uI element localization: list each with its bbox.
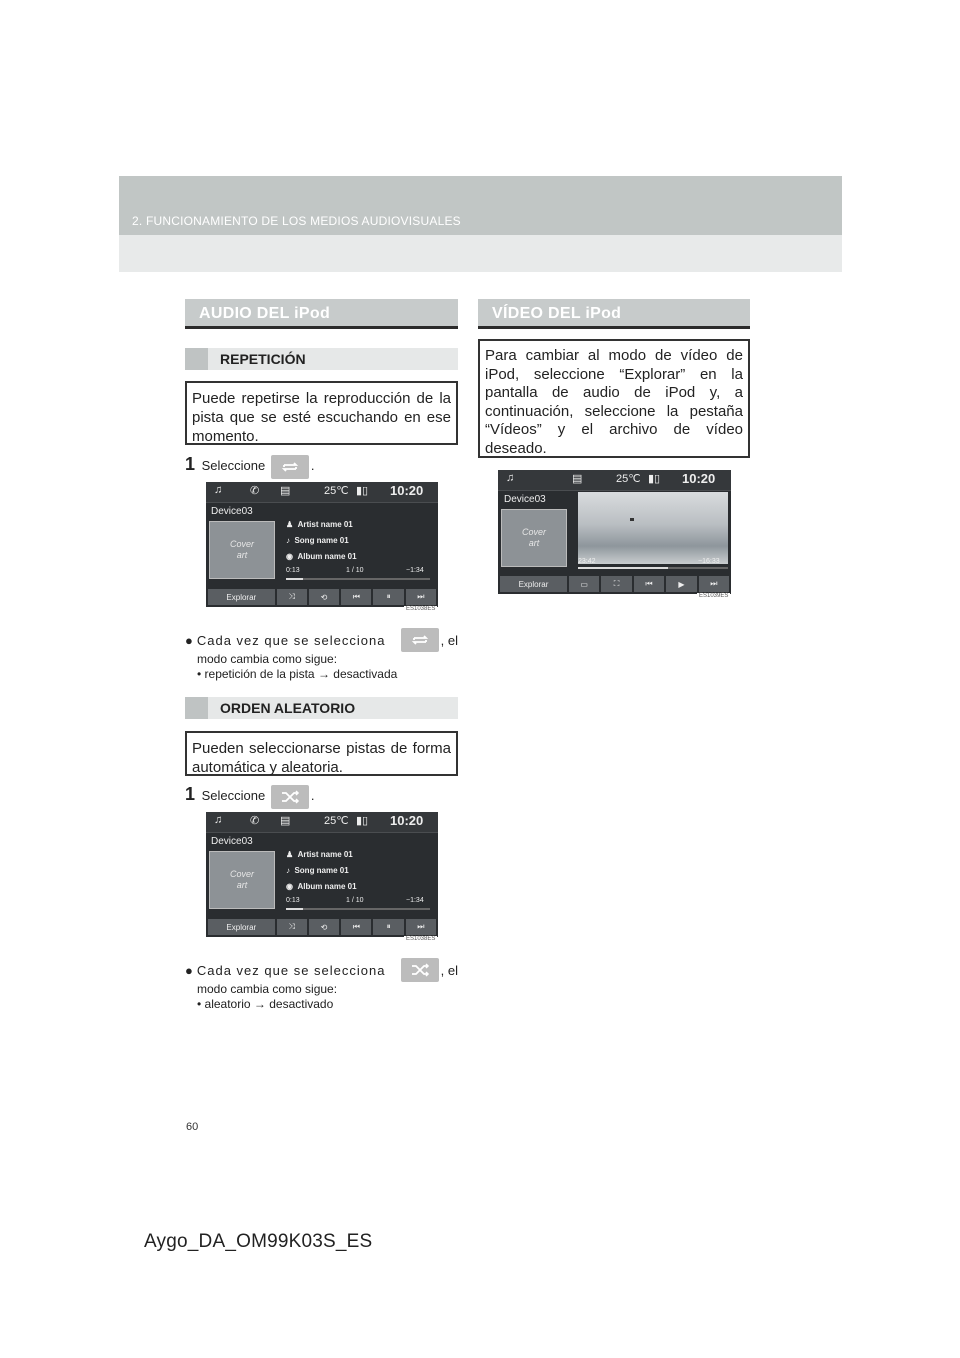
shuffle-bullet	[185, 958, 458, 1012]
document-code: Aygo_DA_OM99K03S_ES	[144, 1231, 373, 1252]
image-code: ES1038ES	[406, 936, 436, 942]
repeat-icon	[401, 628, 439, 652]
step-number: 1	[185, 784, 196, 804]
progress-fill	[286, 908, 303, 910]
progress-bar[interactable]	[578, 567, 728, 569]
song-row: ♪ Song name 01	[286, 536, 349, 545]
video-preview[interactable]	[578, 492, 728, 564]
temperature: 25℃	[324, 815, 349, 827]
bullet-text-b: , el	[440, 632, 458, 648]
audio-screen-repeat	[206, 482, 438, 607]
progress-fill	[286, 578, 303, 580]
repeat-button[interactable]: ⟲	[309, 589, 339, 605]
page-number: 60	[186, 1121, 199, 1133]
track-count: 1 / 10	[346, 567, 364, 574]
bullet-marker: ●	[185, 962, 193, 978]
progress-fill	[578, 567, 668, 569]
device-icon: ▤	[280, 485, 291, 497]
subtitle-shuffle	[185, 697, 458, 719]
previous-button[interactable]: ⏮	[634, 576, 664, 592]
status-bar	[206, 482, 438, 503]
subtitle-shuffle-label: ORDEN ALEATORIO	[220, 700, 356, 716]
phone-icon: ✆	[250, 485, 260, 497]
subtitle-repeat-label: REPETICIÓN	[220, 351, 306, 367]
step-period: .	[310, 458, 315, 473]
cover-line1: Cover	[229, 869, 254, 879]
cover-art	[209, 521, 275, 579]
repeat-icon	[271, 455, 309, 479]
status-bar	[498, 470, 731, 491]
cover-line1: Cover	[229, 539, 254, 549]
remaining-time: −1:34	[406, 567, 424, 574]
subtitle-repeat	[185, 348, 458, 370]
shuffle-icon	[401, 958, 439, 982]
cover-line2: art	[236, 880, 248, 890]
next-button[interactable]: ⏭	[699, 576, 729, 592]
song-row: ♪ Song name 01	[286, 866, 349, 875]
transport-bar	[500, 576, 729, 592]
audio-screen-shuffle	[206, 812, 438, 937]
signal-icon: ▮▯	[356, 485, 369, 497]
phone-icon: ✆	[250, 815, 260, 827]
explorar-button[interactable]: Explorar	[500, 576, 567, 592]
song-name: Song name 01	[294, 536, 349, 545]
remaining-time: −16:33	[698, 558, 720, 565]
temperature: 25℃	[616, 473, 641, 485]
repeat-bullet	[185, 628, 458, 682]
next-button[interactable]: ⏭	[406, 589, 436, 605]
subtitle-marker	[185, 348, 208, 370]
video-description: Para cambiar al modo de vídeo de iPod, seleccione “Explorar” en la pantalla de audio de iPod y, a continuación, seleccione la pestaña “Vídeos” y el archivo de vídeo deseado.	[478, 339, 750, 458]
video-subject	[630, 518, 634, 521]
clock: 10:20	[390, 813, 424, 828]
clock: 10:20	[390, 483, 424, 498]
bullet-marker: ●	[185, 632, 193, 648]
album-name: Album name 01	[297, 882, 357, 891]
transport-bar	[208, 589, 436, 605]
elapsed-time: 0:13	[286, 897, 300, 904]
next-button[interactable]: ⏭	[406, 919, 436, 935]
subtitle-marker	[185, 697, 208, 719]
bullet-mode-list: • repetición de la pista → desactivada	[197, 667, 398, 681]
cover-line2: art	[528, 538, 540, 548]
song-name: Song name 01	[294, 866, 349, 875]
repeat-button[interactable]	[401, 628, 439, 652]
signal-icon: ▮▯	[648, 473, 661, 485]
shuffle-button[interactable]: ⤨	[277, 589, 307, 605]
section-title-video: VÍDEO DEL iPod	[478, 299, 750, 329]
device-icon: ▤	[280, 815, 291, 827]
repeat-description: Puede repetirse la reproducción de la pista que se esté escuchando en ese momento.	[185, 381, 458, 445]
image-code: ES1038ES	[406, 606, 436, 612]
bullet-text-b: , el	[440, 962, 458, 978]
artist-name: Artist name 01	[297, 520, 353, 529]
shuffle-button[interactable]	[271, 785, 309, 809]
explorar-button[interactable]: Explorar	[208, 919, 275, 935]
cover-art	[209, 851, 275, 909]
explorar-button[interactable]: Explorar	[208, 589, 275, 605]
repeat-step	[185, 451, 315, 479]
artist-row: ♟ Artist name 01	[286, 850, 353, 859]
remaining-time: −1:34	[406, 897, 424, 904]
cover-art	[501, 509, 567, 567]
bullet-text-a: Cada vez que se selecciona	[196, 962, 386, 978]
shuffle-description: Pueden seleccionarse pistas de forma automática y aleatoria.	[185, 731, 458, 776]
step-period: .	[310, 788, 315, 803]
temperature: 25℃	[324, 485, 349, 497]
device-icon: ▤	[572, 473, 583, 485]
elapsed-time: 0:13	[286, 567, 300, 574]
device-name: Device03	[211, 836, 253, 847]
transport-bar	[208, 919, 436, 935]
elapsed-time: 23:42	[578, 558, 596, 565]
bullet-mode-list: • aleatorio → desactivado	[197, 997, 334, 1011]
clock: 10:20	[682, 471, 716, 486]
image-code: ES1039ES	[699, 593, 729, 599]
chapter-title: 2. FUNCIONAMIENTO DE LOS MEDIOS AUDIOVISUALES	[132, 214, 461, 228]
step-text: Seleccione	[201, 458, 266, 473]
album-name: Album name 01	[297, 552, 357, 561]
screen-mode-button[interactable]: ▭	[569, 576, 599, 592]
album-row: ◉ Album name 01	[286, 882, 357, 891]
music-icon: ♫	[506, 472, 515, 484]
video-screen	[498, 470, 731, 594]
cover-line1: Cover	[521, 527, 546, 537]
repeat-button[interactable]	[271, 455, 309, 479]
section-title-audio: AUDIO DEL iPod	[185, 299, 458, 329]
shuffle-button[interactable]	[401, 958, 439, 982]
previous-button[interactable]: ⏮	[341, 589, 371, 605]
artist-row: ♟ Artist name 01	[286, 520, 353, 529]
bullet-text-a: Cada vez que se selecciona	[196, 632, 386, 648]
music-icon: ♫	[214, 814, 223, 826]
shuffle-icon	[271, 785, 309, 809]
bullet-text-c: modo cambia como sigue:	[197, 982, 338, 996]
pause-button[interactable]: ⏸	[373, 919, 403, 935]
artist-name: Artist name 01	[297, 850, 353, 859]
previous-button[interactable]: ⏮	[341, 919, 371, 935]
bullet-text-c: modo cambia como sigue:	[197, 652, 338, 666]
music-icon: ♫	[214, 484, 223, 496]
progress-bar[interactable]	[286, 908, 430, 910]
signal-icon: ▮▯	[356, 815, 369, 827]
status-bar	[206, 812, 438, 833]
repeat-button[interactable]: ⟲	[309, 919, 339, 935]
step-number: 1	[185, 454, 196, 474]
device-name: Device03	[504, 494, 546, 505]
device-name: Device03	[211, 506, 253, 517]
track-count: 1 / 10	[346, 897, 364, 904]
shuffle-button[interactable]: ⤨	[277, 919, 307, 935]
play-button[interactable]: ▶	[666, 576, 696, 592]
step-text: Seleccione	[201, 788, 266, 803]
cover-line2: art	[236, 550, 248, 560]
progress-bar[interactable]	[286, 578, 430, 580]
album-row: ◉ Album name 01	[286, 552, 357, 561]
shuffle-step	[185, 781, 315, 809]
pause-button[interactable]: ⏸	[373, 589, 403, 605]
fullscreen-button[interactable]: ⛶	[601, 576, 631, 592]
